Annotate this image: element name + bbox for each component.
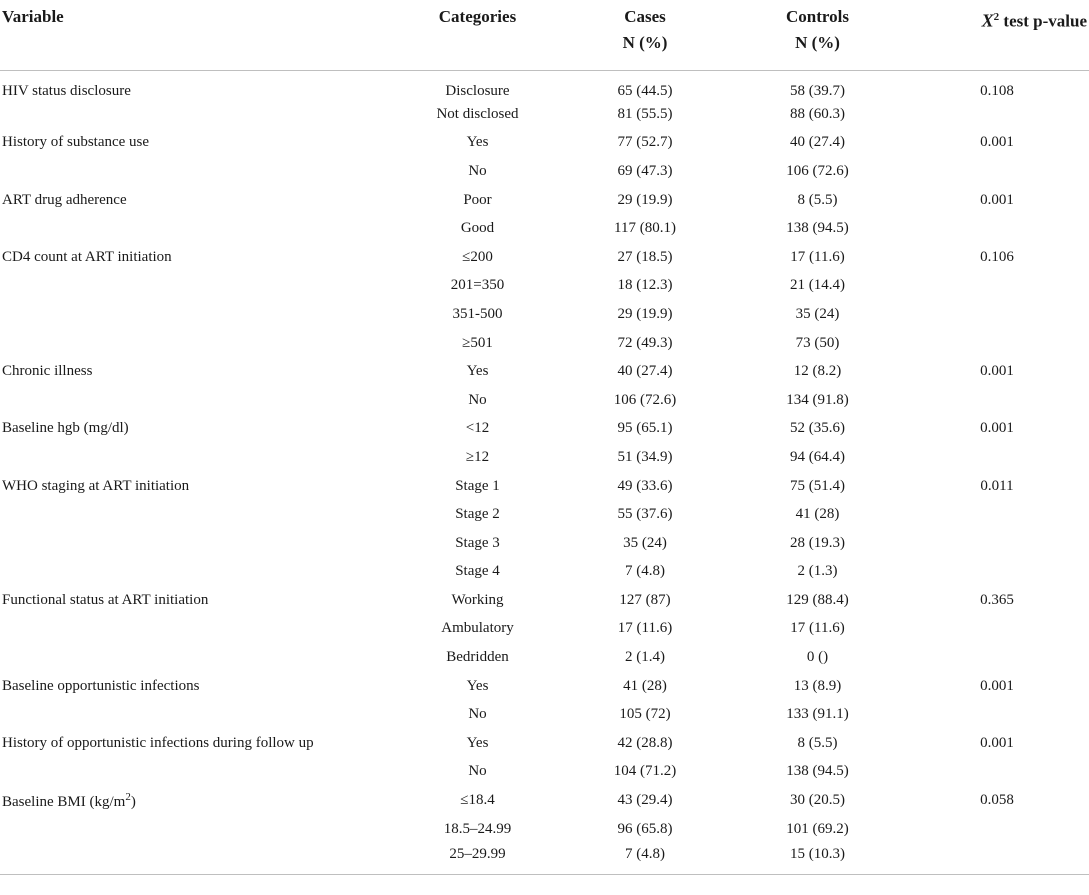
cell-variable (0, 214, 395, 243)
cell-cases: 127 (87) (619, 591, 671, 608)
cell-category: Yes (466, 677, 489, 694)
cell-pvalue: 0.001 (980, 677, 1014, 694)
header-variable: Variable (0, 0, 395, 71)
cell-controls: 75 (51.4) (790, 477, 845, 494)
cell-variable: CD4 count at ART initiation (2, 248, 172, 265)
table-row (0, 329, 1089, 358)
cell-category: No (468, 162, 487, 179)
cell-controls: 41 (28) (795, 506, 840, 523)
cell-category: Stage 1 (455, 477, 500, 494)
cell-variable (0, 329, 395, 358)
table-row (0, 214, 1089, 243)
table-body (0, 71, 1089, 873)
cell-category: Ambulatory (441, 620, 514, 637)
cell-controls: 106 (72.6) (786, 162, 849, 179)
cell-pvalue: 0.108 (980, 83, 1014, 99)
cell-category: Bedridden (446, 649, 509, 666)
cell-controls: 129 (88.4) (786, 591, 849, 608)
cell-pvalue (905, 443, 1089, 472)
cell-controls: 40 (27.4) (790, 134, 845, 151)
cell-cases: 55 (37.6) (617, 506, 673, 523)
cell-controls: 17 (11.6) (790, 248, 845, 265)
cell-controls: 8 (5.5) (797, 191, 838, 208)
table-row (0, 672, 1089, 701)
cell-controls: 8 (5.5) (797, 734, 838, 751)
cell-controls: 101 (69.2) (786, 820, 849, 837)
cell-variable (0, 100, 395, 129)
table-row (0, 786, 1089, 815)
cell-controls: 2 (1.3) (797, 563, 838, 580)
table-row (0, 729, 1089, 758)
cell-category: Poor (463, 191, 492, 208)
table-row (0, 100, 1089, 129)
cell-cases: 96 (65.8) (617, 820, 673, 837)
cell-category: Stage 4 (455, 563, 500, 580)
cell-variable: ART drug adherence (2, 191, 127, 208)
table-row (0, 472, 1089, 501)
cell-controls: 0 () (806, 649, 829, 666)
cell-controls: 12 (8.2) (793, 363, 842, 380)
cell-pvalue (905, 615, 1089, 644)
cell-category: Yes (466, 134, 489, 151)
table-row (0, 272, 1089, 301)
header-controls (730, 0, 905, 71)
cell-pvalue: 0.001 (980, 363, 1014, 380)
cell-variable (0, 843, 395, 872)
header-categories: Categories (395, 0, 560, 71)
cell-cases: 77 (52.7) (617, 134, 673, 151)
cell-controls: 134 (91.8) (786, 391, 849, 408)
cell-variable (0, 815, 395, 844)
cell-cases: 40 (27.4) (617, 363, 673, 380)
cell-pvalue (905, 700, 1089, 729)
table-row (0, 443, 1089, 472)
cell-pvalue (905, 329, 1089, 358)
cell-cases: 42 (28.8) (617, 734, 673, 751)
cell-variable: Chronic illness (2, 363, 93, 380)
cell-variable: WHO staging at ART initiation (2, 477, 190, 494)
cell-category: Disclosure (445, 83, 510, 99)
cell-controls: 28 (19.3) (790, 534, 845, 551)
cell-cases: 106 (72.6) (613, 391, 677, 408)
cell-controls: 30 (20.5) (790, 792, 845, 809)
table-row (0, 586, 1089, 615)
header-cases-unit: N (%) (622, 33, 668, 52)
table-row (0, 415, 1089, 444)
cell-variable (0, 272, 395, 301)
cell-pvalue (905, 815, 1089, 844)
header-cases-label: Cases (624, 7, 666, 26)
cell-cases: 35 (24) (623, 534, 667, 551)
table-row (0, 558, 1089, 587)
cell-variable (0, 558, 395, 587)
cell-category: No (468, 706, 487, 723)
cell-variable (0, 615, 395, 644)
cell-variable (0, 758, 395, 787)
cell-pvalue (905, 758, 1089, 787)
cell-controls: 94 (64.4) (790, 448, 845, 465)
cell-pvalue (905, 558, 1089, 587)
cell-cases: 41 (28) (623, 677, 667, 694)
table-row (0, 815, 1089, 844)
cell-pvalue: 0.365 (980, 591, 1014, 608)
cell-cases: 104 (71.2) (613, 763, 677, 780)
table-row (0, 71, 1089, 101)
cell-category: <12 (465, 420, 490, 437)
table-row (0, 843, 1089, 872)
cell-category: Good (460, 220, 495, 237)
cell-cases: 7 (4.8) (625, 563, 665, 580)
header-pvalue (905, 0, 1089, 71)
cell-pvalue (905, 157, 1089, 186)
cell-pvalue (905, 300, 1089, 329)
cell-pvalue (905, 214, 1089, 243)
cell-pvalue: 0.001 (980, 734, 1014, 751)
table-row (0, 386, 1089, 415)
cell-controls: 15 (10.3) (790, 846, 845, 863)
cell-controls: 21 (14.4) (790, 277, 845, 294)
cell-controls: 35 (24) (795, 305, 840, 322)
cell-cases: 27 (18.5) (617, 248, 673, 265)
cell-variable: History of opportunistic infections during follow up (2, 734, 314, 751)
cell-category: No (468, 763, 487, 780)
cell-cases: 17 (11.6) (617, 620, 673, 637)
table-bottom-rule (0, 874, 1089, 875)
cell-pvalue: 0.001 (980, 191, 1014, 208)
cell-variable (0, 386, 395, 415)
cell-category: Not disclosed (436, 105, 519, 122)
cell-controls: 138 (94.5) (786, 220, 849, 237)
cell-pvalue (905, 500, 1089, 529)
cell-pvalue (905, 529, 1089, 558)
header-controls-label: Controls (786, 7, 849, 26)
cell-variable (0, 643, 395, 672)
cell-variable: History of substance use (2, 134, 150, 151)
cell-cases: 65 (44.5) (617, 83, 673, 99)
cell-variable (0, 300, 395, 329)
cell-category: 351-500 (452, 305, 503, 322)
cell-variable (0, 500, 395, 529)
table-header (0, 0, 1089, 71)
table-row (0, 243, 1089, 272)
cell-category: 25–29.99 (449, 846, 506, 863)
chi-square-exponent: 2 (993, 11, 1000, 23)
unit-exponent: 2 (125, 790, 131, 803)
cell-variable (0, 700, 395, 729)
cell-cases: 72 (49.3) (617, 334, 673, 351)
cell-variable (0, 529, 395, 558)
pvalue-label: test p-value (999, 11, 1087, 31)
cell-category: ≥501 (462, 334, 493, 351)
cell-pvalue: 0.001 (980, 420, 1014, 437)
cell-controls: 13 (8.9) (793, 677, 842, 694)
table-row (0, 500, 1089, 529)
cell-category: Stage 3 (455, 534, 500, 551)
table-row (0, 157, 1089, 186)
cell-category: Working (451, 591, 504, 608)
cell-variable: Baseline BMI $(kg/m^2)$ (2, 790, 136, 810)
cell-variable: Baseline hgb (mg/dl) (2, 420, 129, 437)
cell-category: 201=350 (450, 277, 505, 294)
cell-pvalue: 0.106 (980, 248, 1014, 265)
cell-category: ≥12 (465, 448, 490, 465)
cell-cases: 51 (34.9) (617, 448, 673, 465)
cell-pvalue: 0.001 (980, 134, 1014, 151)
cell-variable: Functional status at ART initiation (2, 591, 209, 608)
cell-cases: 43 (29.4) (617, 792, 673, 809)
table-row (0, 300, 1089, 329)
header-controls-unit: N (%) (795, 33, 840, 52)
cell-pvalue (905, 386, 1089, 415)
cell-controls: 138 (94.5) (786, 763, 849, 780)
cell-pvalue (905, 843, 1089, 872)
cell-controls: 133 (91.1) (786, 706, 849, 723)
cell-controls: 58 (39.7) (790, 83, 845, 99)
cell-category: ≤200 (462, 248, 493, 265)
cell-category: ≤18.4 (460, 792, 495, 809)
cell-cases: 29 (19.9) (617, 305, 673, 322)
cell-cases: 81 (55.5) (617, 105, 673, 122)
cell-cases: 18 (12.3) (617, 277, 673, 294)
cell-controls: 88 (60.3) (790, 105, 845, 122)
cell-cases: 49 (33.6) (617, 477, 673, 494)
cell-controls: 73 (50) (795, 334, 840, 351)
cell-cases: 69 (47.3) (617, 162, 673, 179)
cell-cases: 7 (4.8) (625, 846, 665, 863)
cell-variable (0, 157, 395, 186)
chi-square-symbol: X (981, 10, 994, 31)
table-row (0, 186, 1089, 215)
table-row (0, 643, 1089, 672)
cell-category: Stage 2 (455, 506, 500, 523)
table-row (0, 700, 1089, 729)
cell-category: No (468, 391, 487, 408)
cell-category: Yes (466, 734, 489, 751)
cell-category: 18.5–24.99 (443, 820, 512, 837)
table-row (0, 758, 1089, 787)
table-row (0, 615, 1089, 644)
cell-pvalue: 0.011 (980, 477, 1014, 494)
cell-variable (0, 443, 395, 472)
cell-pvalue: 0.058 (980, 792, 1014, 809)
cell-pvalue (905, 272, 1089, 301)
cell-category: Yes (466, 363, 489, 380)
header-cases (560, 0, 730, 71)
cell-variable: HIV status disclosure (2, 83, 131, 99)
table-row (0, 357, 1089, 386)
cell-pvalue (905, 643, 1089, 672)
cell-controls: 17 (11.6) (790, 620, 845, 637)
table-row (0, 129, 1089, 158)
cell-cases: 117 (80.1) (614, 220, 676, 237)
cell-cases: 105 (72) (619, 706, 671, 723)
cell-cases: 29 (19.9) (617, 191, 673, 208)
table-row (0, 529, 1089, 558)
cell-cases: 2 (1.4) (625, 649, 665, 666)
cell-cases: 95 (65.1) (617, 420, 673, 437)
cell-controls: 52 (35.6) (790, 420, 845, 437)
cell-variable: Baseline opportunistic infections (2, 677, 200, 694)
cell-pvalue (905, 100, 1089, 129)
